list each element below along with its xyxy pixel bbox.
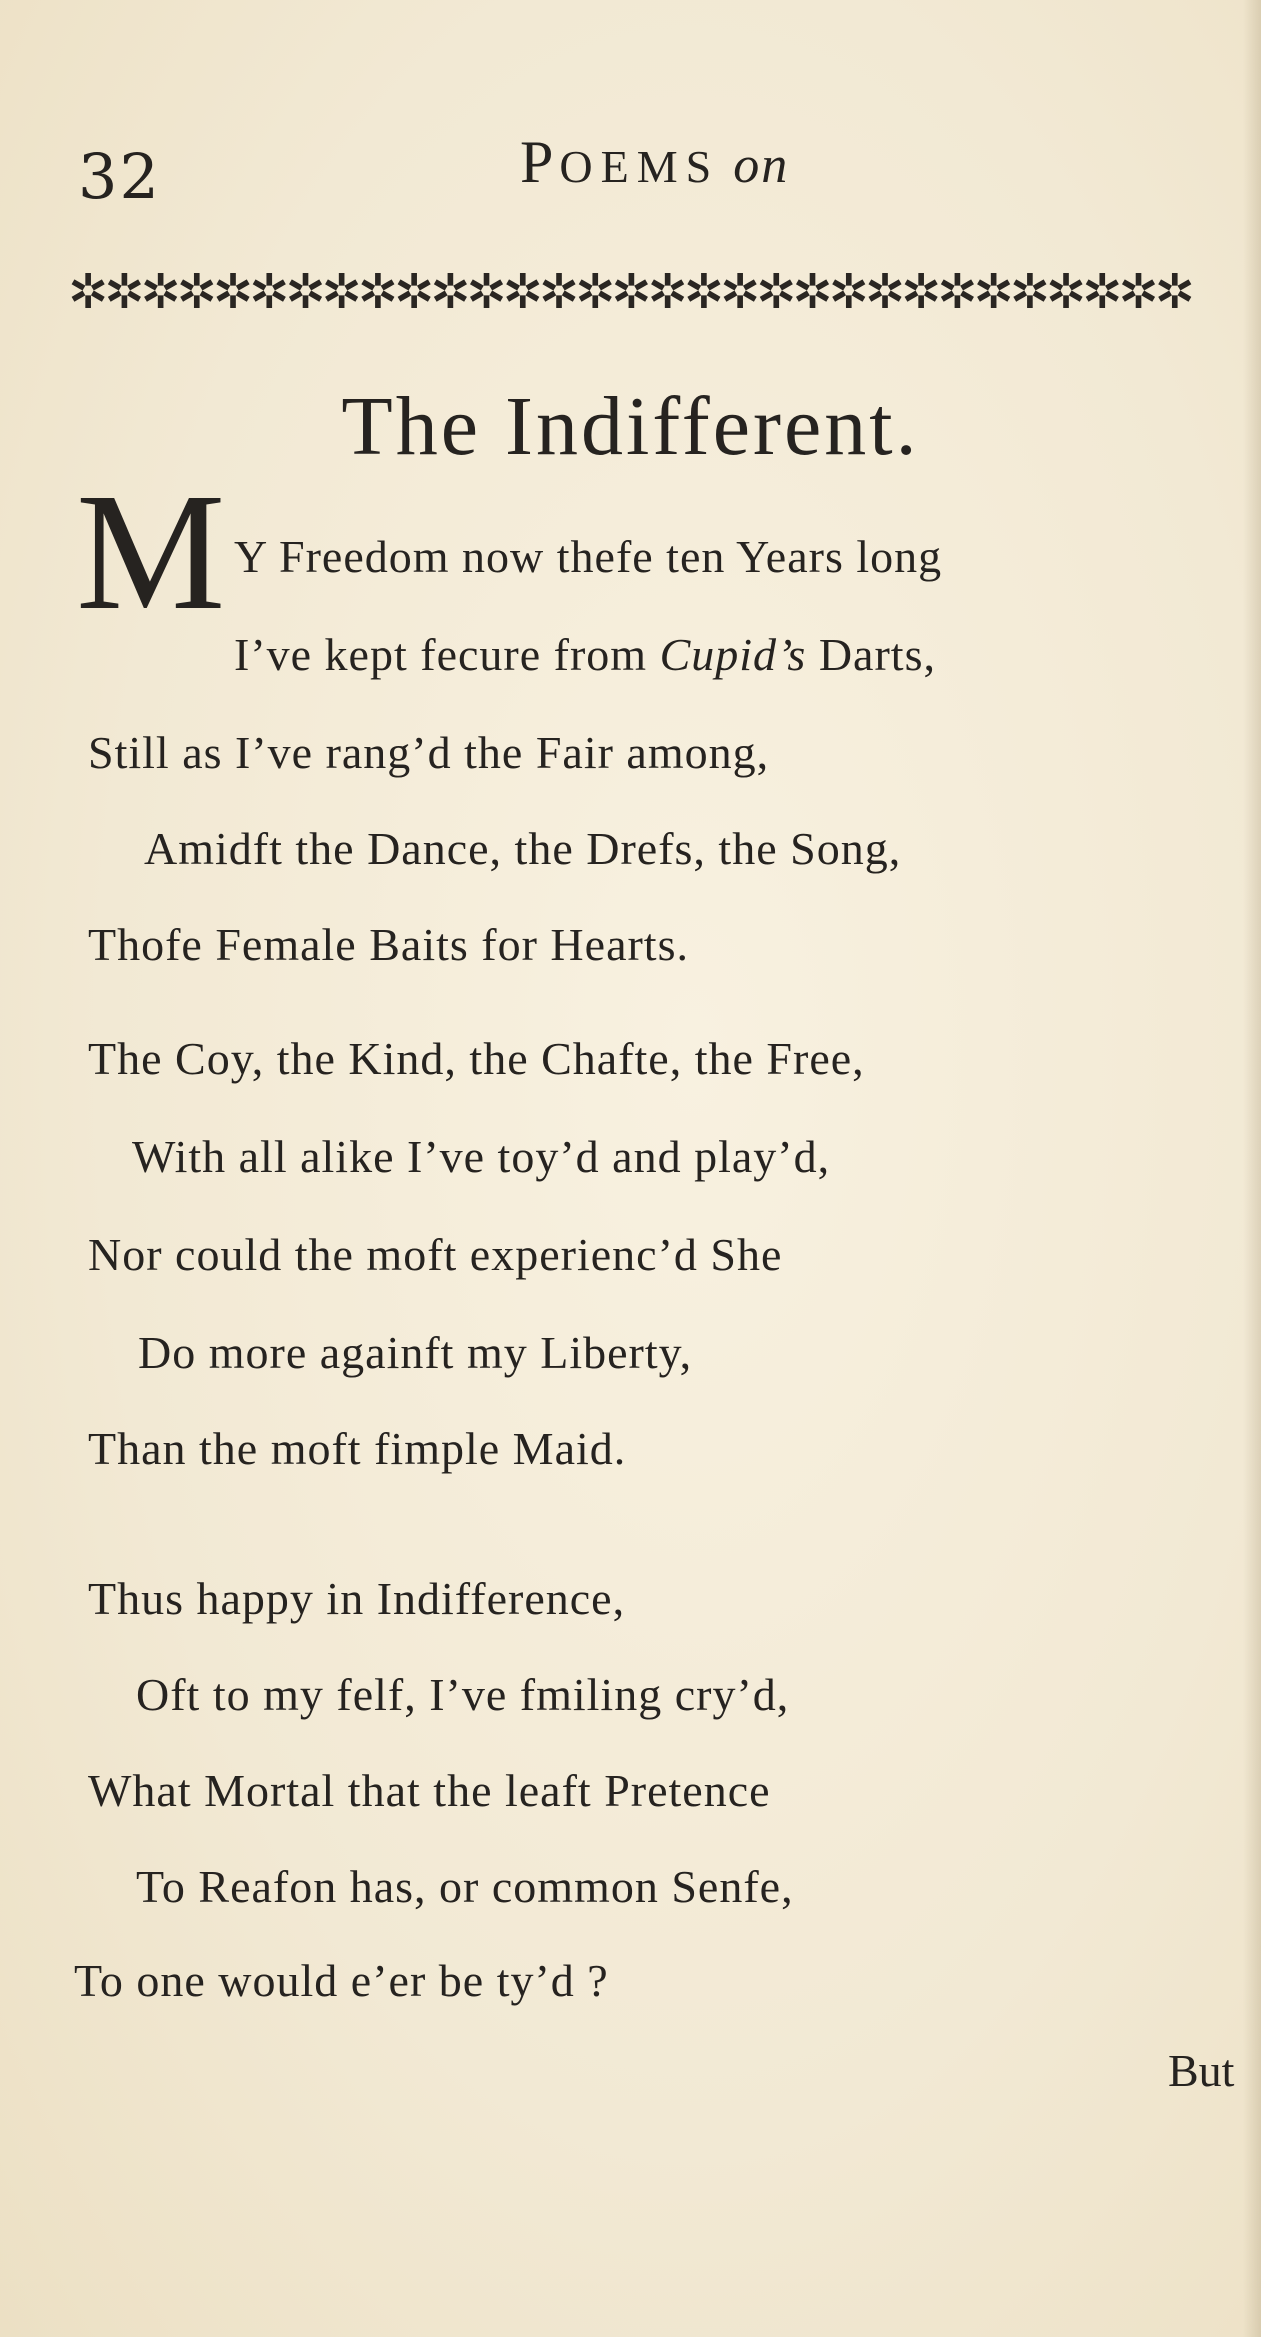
stanza1-line2-italic: Cupid’s (659, 629, 807, 680)
ornamental-rule: ✲✲✲✲✲✲✲✲✲✲✲✲✲✲✲✲✲✲✲✲✲✲✲✲✲✲✲✲✲✲✲ (68, 264, 1191, 320)
stanza3-line5: To one would e’er be ty’d ? (74, 1955, 609, 2006)
stanza2-line2: With all alike I’ve toy’d and play’d, (132, 1131, 831, 1182)
stanza2-line4: Do more againft my Liberty, (138, 1327, 693, 1378)
drop-cap: M (76, 459, 226, 645)
stanza1-line2 (234, 628, 936, 681)
running-head-rest: OEMS (559, 141, 720, 192)
stanza1-line3: Still as I’ve rang’d the Fair among, (88, 727, 770, 778)
stanza1-line5: Thofe Female Baits for Hearts. (88, 919, 689, 970)
catchword: But (1168, 2045, 1235, 2096)
page-number: 32 (78, 140, 161, 213)
stanza1-line2-text: I’ve kept fecure from (234, 629, 660, 680)
running-head-italic: on (733, 137, 790, 194)
stanza2-line3: Nor could the moft experienc’d She (88, 1229, 783, 1280)
stanza2-line1: The Coy, the Kind, the Chafte, the Free, (88, 1033, 865, 1084)
stanza2-line5: Than the moft fimple Maid. (88, 1423, 627, 1474)
stanza1-line4: Amidft the Dance, the Drefs, the Song, (144, 823, 902, 874)
running-head (520, 128, 789, 197)
stanza3-line3: What Mortal that the leaft Pretence (88, 1765, 771, 1816)
stanza3-line4: To Reafon has, or common Senfe, (136, 1861, 794, 1912)
stanza3-line2: Oft to my felf, I’ve fmiling cry’d, (136, 1669, 790, 1720)
stanza3-line1: Thus happy in Indifference, (88, 1573, 626, 1624)
page-edge-shadow (1243, 0, 1261, 2337)
stanza1-line1: Y Freedom now thefe ten Years long (234, 531, 943, 582)
poem-title: The Indifferent. (341, 380, 920, 473)
stanza1-line2-end: Darts, (806, 629, 936, 680)
running-head-initial: P (520, 129, 560, 195)
